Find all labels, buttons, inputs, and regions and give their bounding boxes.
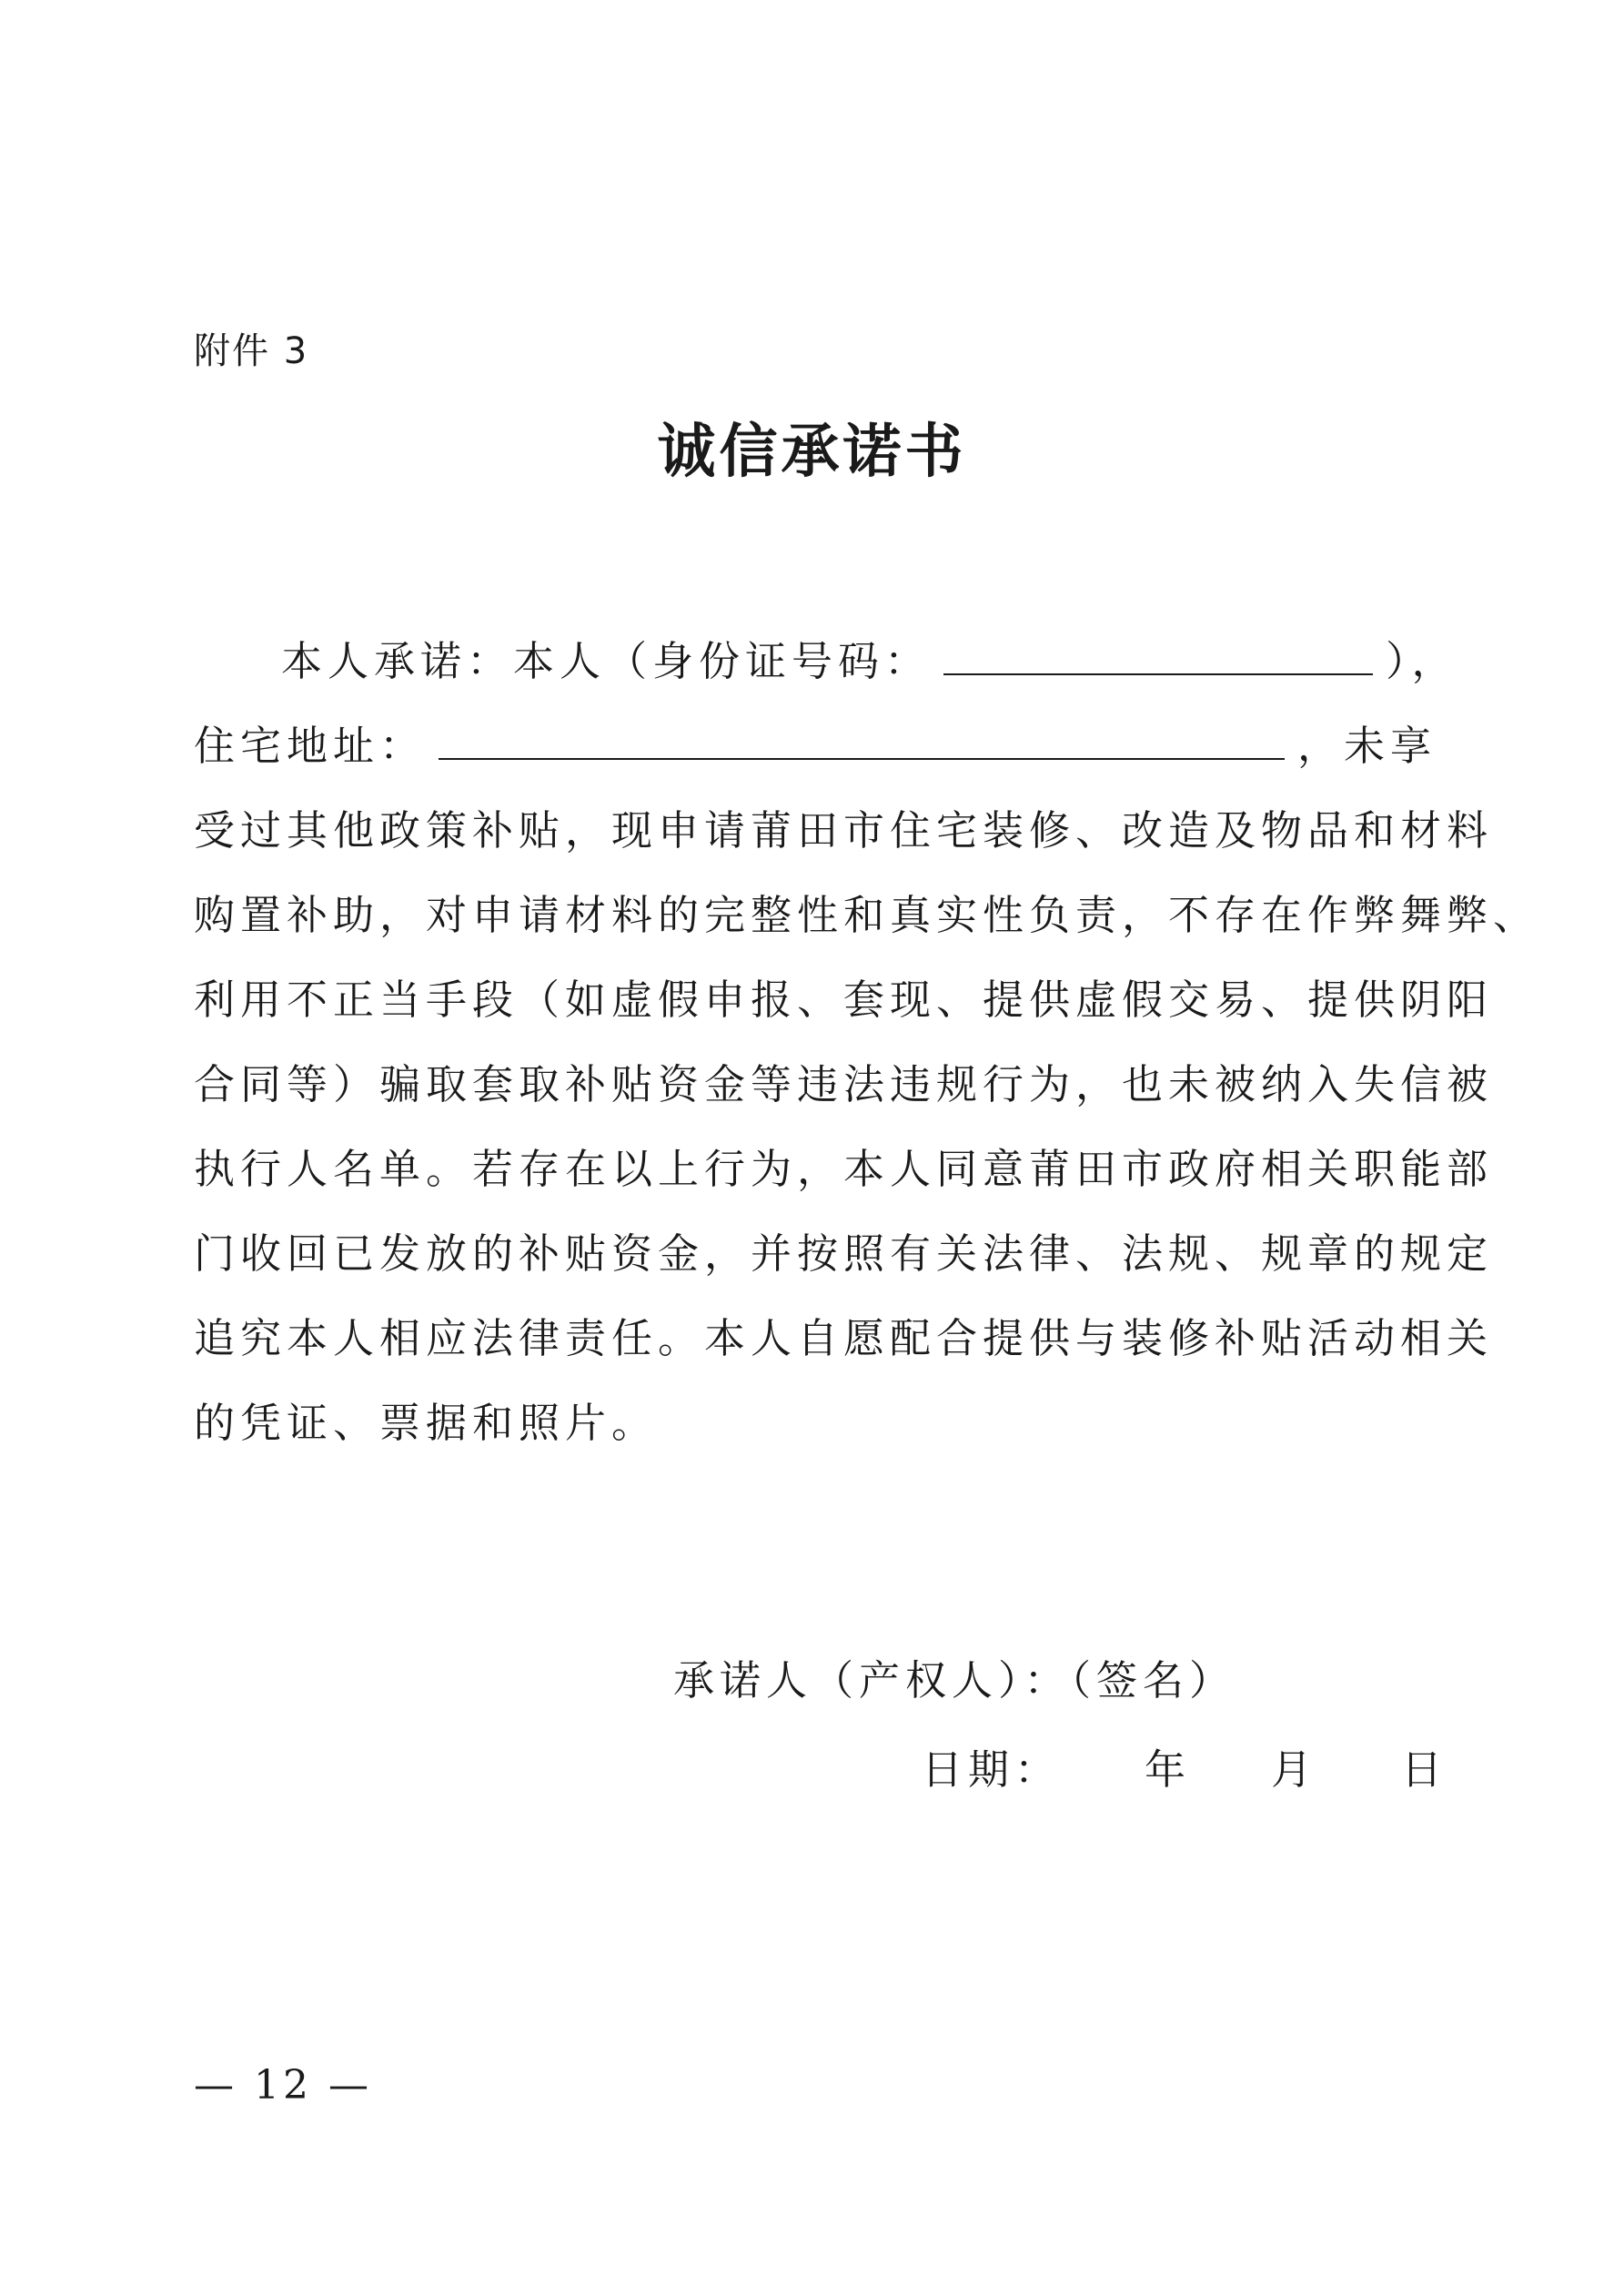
commitment-body [194, 619, 1540, 1465]
page-number: — 12 — [194, 2062, 372, 2109]
attachment-label: 附件 3 [194, 330, 309, 372]
body-line: 门收回已发放的补贴资金，并按照有关法律、法规、规章的规定 [194, 1229, 1494, 1278]
date-year-label: 年 [1145, 1745, 1192, 1794]
date-month-label: 月 [1271, 1745, 1318, 1794]
body-line: 追究本人相应法律责任。本人自愿配合提供与装修补贴活动相关 [194, 1314, 1494, 1362]
body-line: 受过其他政策补贴，现申请莆田市住宅装修、改造及物品和材料 [194, 806, 1494, 855]
body-line: 执行人名单。若存在以上行为，本人同意莆田市政府相关职能部 [194, 1145, 1494, 1193]
document-title: 诚信承诺书 [657, 418, 967, 486]
signature-field[interactable]: 承诺人（产权人）：（签名） [673, 1656, 1236, 1704]
address-suffix: ，未享 [1297, 722, 1437, 770]
date-field[interactable] [922, 1738, 1447, 1802]
id-number-prompt: 本人承诺：本人（身份证号码： [281, 637, 932, 685]
body-line [194, 619, 1458, 703]
id-number-close: ）， [1386, 637, 1458, 685]
address-blank[interactable] [439, 716, 1285, 760]
body-line: 购置补助，对申请材料的完整性和真实性负责，不存在作弊舞弊、 [194, 891, 1540, 939]
body-line: 利用不正当手段（如虚假申报、套现、提供虚假交易、提供阴阳 [194, 976, 1494, 1024]
body-line: 的凭证、票据和照片。 [194, 1399, 659, 1447]
body-line [194, 703, 1437, 788]
date-day-label: 日 [1401, 1745, 1448, 1794]
address-prompt: 住宅地址： [194, 722, 427, 770]
body-line: 合同等）骗取套取补贴资金等违法违规行为，也未被纳入失信被 [194, 1060, 1494, 1108]
date-label: 日期： [922, 1745, 1062, 1794]
id-number-blank[interactable] [943, 632, 1373, 675]
